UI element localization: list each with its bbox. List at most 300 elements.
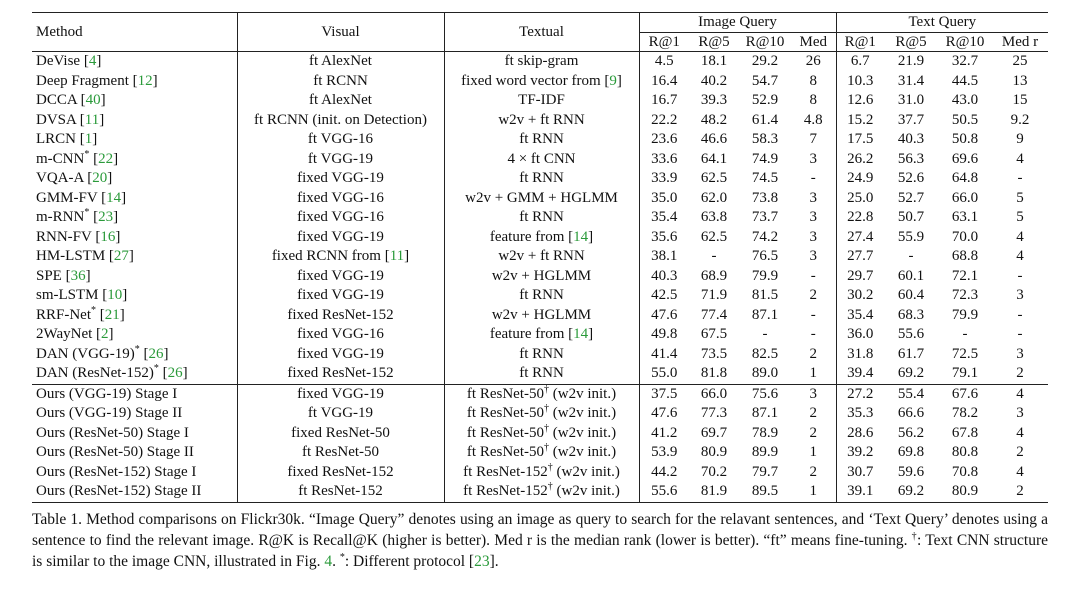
method-cell: DAN (VGG-19)* [26]: [32, 345, 237, 365]
image-query-r5-cell: 48.2: [700, 111, 728, 128]
image-query-r1-cell: 44.2: [651, 463, 678, 480]
text-query-r5-cell: 69.8: [897, 444, 925, 460]
text-query-r1-cell: 27.4: [847, 228, 874, 245]
table-row: [32, 150, 1048, 170]
textual-suffix: (w2v init.): [549, 405, 617, 421]
method-name: Ours (ResNet-50) Stage I: [36, 424, 189, 441]
caption-text-5: ].: [489, 552, 499, 570]
table-row: [32, 325, 1048, 345]
text-query-r5-cell: 52.7: [897, 189, 925, 206]
table-row: [32, 424, 1048, 444]
image-query-r1-cell: 35.4: [651, 209, 678, 225]
table-row: [32, 306, 1048, 326]
method-cell: HM-LSTM [27]: [32, 247, 237, 267]
method-cell: LRCN [1]: [32, 130, 237, 150]
image-query-r1-cell: 40.3: [651, 267, 678, 284]
text-query-r1-cell: 17.5: [847, 131, 874, 147]
textual-cell: [444, 345, 639, 365]
image-query-r5-cell: 70.2: [700, 463, 728, 480]
visual-citation-link[interactable]: 11: [389, 248, 405, 264]
textual-cell: [444, 247, 639, 267]
textual-cell: [444, 52, 639, 72]
visual-text: ft VGG-19: [307, 405, 374, 421]
method-citation-link[interactable]: 11: [84, 111, 100, 128]
image-query-r5-cell: 81.9: [689, 482, 739, 502]
table-row: [32, 130, 1048, 150]
textual-text: ft skip-gram: [504, 53, 579, 69]
textual-text: ft ResNet-50: [466, 444, 544, 460]
text-query-r10-cell: 80.8: [951, 444, 979, 460]
text-query-r1-cell: 39.1: [836, 482, 884, 502]
textual-dagger: †: [547, 482, 553, 492]
text-query-r1-cell: 36.0: [847, 326, 874, 342]
visual-text: fixed VGG-19: [297, 228, 384, 245]
visual-cell: [237, 306, 444, 326]
text-query-r5-cell: 61.7: [897, 345, 925, 362]
image-query-r10-cell: 89.0: [751, 365, 779, 381]
text-query-r10-cell: 79.1: [951, 365, 979, 381]
visual-cell: [237, 228, 444, 248]
image-query-r10-cell: 74.2: [751, 228, 779, 245]
text-query-med-cell: -: [1017, 326, 1023, 342]
image-query-r5-cell: 73.5: [700, 345, 728, 362]
image-query-r10-cell: 54.7: [751, 72, 779, 89]
image-query-r5-cell: -: [711, 248, 717, 264]
method-citation-link[interactable]: 27: [113, 248, 129, 264]
text-query-r1-cell: 26.2: [847, 150, 874, 167]
image-query-r5-cell: 18.1: [700, 53, 728, 69]
text-query-r1-cell: 30.2: [847, 287, 874, 303]
visual-text: fixed VGG-19: [297, 170, 384, 186]
image-query-r10-cell: 74.9: [751, 150, 779, 167]
image-query-r5-cell: 46.6: [700, 131, 728, 147]
table-row: [32, 443, 1048, 463]
text-query-r1-cell: 31.8: [847, 345, 874, 362]
textual-suffix: (w2v init.): [552, 483, 620, 499]
visual-cell: [237, 482, 444, 502]
image-query-r5-cell: 69.7: [700, 424, 728, 441]
textual-text: w2v + HGLMM: [491, 306, 592, 323]
table-row: [32, 91, 1048, 111]
textual-cell: [444, 443, 639, 463]
textual-cell: [444, 482, 639, 502]
image-query-r1-cell: 22.2: [651, 111, 678, 128]
visual-cell: [237, 345, 444, 365]
image-query-med-cell: 4.8: [791, 111, 836, 131]
image-query-med-cell: 3: [791, 150, 836, 170]
method-cell: VQA-A [20]: [32, 169, 237, 189]
method-star: *: [91, 305, 97, 316]
caption-citation-link[interactable]: 23: [474, 552, 490, 570]
visual-text: fixed VGG-19: [297, 345, 384, 362]
text-query-med-cell: 9.2: [1010, 111, 1030, 128]
text-query-r10-cell: 68.8: [951, 248, 979, 264]
image-query-r10-cell: 29.2: [751, 53, 779, 69]
text-query-r1-cell: 24.9: [847, 170, 874, 186]
text-query-med-cell: -: [1017, 267, 1023, 284]
textual-cell: [444, 150, 639, 170]
text-query-r10-cell: 72.5: [951, 345, 979, 362]
image-query-r5-cell: 62.5: [700, 170, 728, 186]
table-header: [32, 13, 1048, 52]
caption-text-2: : Text CNN structure is similar to the image CNN, illustrated in Fig.: [32, 531, 1049, 570]
method-name: DAN (VGG-19): [36, 345, 135, 362]
textual-text: ft RNN: [519, 209, 564, 225]
visual-cell: [237, 267, 444, 287]
image-query-r5-cell: 68.9: [700, 267, 728, 284]
caption-text-4: : Different protocol [: [344, 552, 475, 570]
header-text-query: Text Query: [836, 13, 1048, 33]
table-row: [32, 208, 1048, 228]
visual-cell: [237, 169, 444, 189]
image-query-r1-cell: 47.6: [651, 405, 678, 421]
method-name: SPE: [36, 267, 62, 284]
method-citation-link[interactable]: 26: [148, 345, 164, 362]
textual-text: ft RNN: [519, 131, 564, 147]
text-query-med-cell: 25: [1012, 53, 1028, 69]
image-query-r1-cell: 4.5: [654, 53, 674, 69]
text-query-r1-cell: 28.6: [847, 424, 874, 441]
method-name: Ours (ResNet-50) Stage II: [36, 444, 194, 460]
visual-cell: [237, 130, 444, 150]
visual-text: fixed VGG-19: [297, 287, 384, 303]
image-query-r10-cell: 58.3: [751, 131, 779, 147]
method-cell: DeVise [4]: [32, 52, 237, 72]
text-query-med-cell: 3: [1016, 405, 1024, 421]
subheader-iq-r10: R@10: [739, 33, 791, 52]
method-cell: DCCA [40]: [32, 91, 237, 111]
visual-text: ft VGG-19: [307, 150, 374, 167]
text-query-r10-cell: 67.6: [938, 384, 992, 404]
text-query-med-cell: 4: [1016, 424, 1024, 441]
textual-text: w2v + GMM + HGLMM: [465, 189, 618, 206]
caption-star: *: [339, 551, 345, 563]
image-query-r10-cell: 73.7: [751, 209, 779, 225]
table-caption: [32, 509, 1048, 572]
image-query-med-cell: -: [791, 169, 836, 189]
table-row: [32, 169, 1048, 189]
text-query-r10-cell: 63.1: [951, 209, 979, 225]
image-query-r10-cell: 89.9: [751, 444, 779, 460]
image-query-r5-cell: 63.8: [700, 209, 728, 225]
textual-suffix: (w2v init.): [549, 385, 617, 402]
visual-text: fixed VGG-19: [297, 385, 384, 402]
method-citation-link[interactable]: 4: [88, 53, 97, 69]
text-query-r1-cell: 35.3: [847, 405, 874, 421]
image-query-r1-cell: 41.2: [651, 424, 678, 441]
method-star: *: [134, 344, 140, 355]
text-query-r5-cell: 56.3: [897, 150, 925, 167]
method-citation-link[interactable]: 14: [106, 189, 122, 206]
method-citation-link[interactable]: 1: [84, 131, 93, 147]
image-query-r10-cell: 74.5: [751, 170, 779, 186]
method-citation-link[interactable]: 26: [167, 365, 183, 381]
caption-dagger: †: [911, 530, 918, 542]
image-query-r1-cell: 33.9: [651, 170, 678, 186]
text-query-r10-cell: 69.6: [951, 150, 979, 167]
image-query-med-cell: -: [791, 325, 836, 345]
table-row: [32, 286, 1048, 306]
visual-text: fixed VGG-16: [297, 189, 384, 206]
text-query-r5-cell: 55.9: [897, 228, 925, 245]
text-query-r10-cell: 32.7: [951, 53, 979, 69]
visual-cell: [237, 91, 444, 111]
text-query-med-cell: 2: [1016, 365, 1024, 381]
image-query-r10-cell: 79.7: [751, 463, 779, 480]
image-query-r5-cell: 80.9: [700, 444, 728, 460]
textual-cell: [444, 91, 639, 111]
method-name: m-RNN: [36, 209, 85, 225]
text-query-r10-cell: 72.1: [951, 267, 979, 284]
image-query-med-cell: 8: [791, 91, 836, 111]
subheader-iq-med: Med: [791, 33, 836, 52]
method-citation-link[interactable]: 2: [101, 326, 109, 342]
image-query-r5-cell: 81.8: [700, 365, 728, 381]
method-name: Ours (VGG-19) Stage II: [36, 405, 183, 421]
image-query-med-cell: 2: [791, 404, 836, 424]
image-query-r5-cell: 77.3: [700, 405, 728, 421]
textual-citation-link[interactable]: 14: [573, 228, 589, 245]
textual-text: w2v + HGLMM: [491, 267, 592, 284]
text-query-med-cell: 15: [1012, 92, 1028, 108]
textual-dagger: †: [544, 404, 549, 414]
text-query-r10-cell: 64.8: [951, 170, 979, 186]
image-query-med-cell: 2: [791, 345, 836, 365]
text-query-r1-cell: 10.3: [847, 72, 874, 89]
text-query-r1-cell: 22.8: [847, 209, 874, 225]
method-citation-link[interactable]: 36: [70, 267, 86, 284]
method-cell: 2WayNet [2]: [32, 325, 237, 345]
method-name: HM-LSTM: [36, 248, 106, 264]
method-citation-link[interactable]: 20: [92, 170, 108, 186]
image-query-r5-cell: 64.1: [700, 150, 728, 167]
method-name: VQA-A: [36, 170, 84, 186]
table-row: [32, 384, 1048, 404]
visual-cell: [237, 364, 444, 384]
text-query-r5-cell: 50.7: [897, 209, 925, 225]
method-cell: [32, 404, 237, 424]
visual-text: ft ResNet-152: [298, 483, 383, 499]
method-citation-link[interactable]: 22: [98, 150, 114, 167]
method-name: LRCN: [36, 131, 77, 147]
visual-text: fixed ResNet-152: [287, 306, 394, 323]
image-query-r1-cell: 35.6: [651, 228, 678, 245]
header-visual: Visual: [237, 13, 444, 52]
textual-text: w2v + ft RNN: [498, 111, 585, 128]
textual-cell: [444, 384, 639, 404]
text-query-r1-cell: 12.6: [847, 92, 874, 108]
text-query-r10-cell: 67.8: [951, 424, 979, 441]
text-query-r5-cell: 60.4: [897, 287, 925, 303]
text-query-med-cell: 4: [1016, 150, 1024, 167]
image-query-r5-cell: 77.4: [700, 306, 728, 323]
method-cell: GMM-FV [14]: [32, 189, 237, 209]
method-cell: DAN (ResNet-152)* [26]: [32, 364, 237, 384]
text-query-med-cell: 5: [1016, 189, 1024, 206]
text-query-med-cell: 4: [1016, 248, 1024, 264]
text-query-r5-cell: 52.6: [897, 170, 925, 186]
table-row: [32, 111, 1048, 131]
text-query-r1-cell: 30.7: [847, 463, 874, 480]
visual-text: ft VGG-16: [307, 131, 374, 147]
image-query-med-cell: 2: [791, 463, 836, 483]
textual-suffix: (w2v init.): [549, 424, 617, 441]
table-row: [32, 482, 1048, 502]
text-query-r1-cell: 29.7: [847, 267, 874, 284]
textual-dagger: †: [544, 384, 549, 395]
subheader-tq-med: Med r: [992, 33, 1048, 52]
textual-cell: [444, 364, 639, 384]
text-query-med-cell: 5: [1016, 209, 1024, 225]
visual-text: ft AlexNet: [309, 92, 372, 108]
text-query-r5-cell: 31.4: [897, 72, 925, 89]
table-row: [32, 364, 1048, 384]
image-query-r1-cell: 23.6: [651, 131, 678, 147]
method-star: *: [84, 208, 90, 218]
image-query-r1-cell: 53.9: [651, 444, 678, 460]
visual-text: ft RCNN: [313, 72, 368, 89]
textual-citation-link[interactable]: 14: [573, 326, 589, 342]
textual-citation-link[interactable]: 9: [609, 72, 617, 89]
textual-suffix: (w2v init.): [552, 463, 620, 480]
text-query-med-cell: 4: [1016, 463, 1024, 480]
image-query-r10-cell: 81.5: [751, 287, 779, 303]
image-query-r1-cell: 38.1: [651, 248, 678, 264]
textual-cell: feature from [14]: [444, 228, 639, 248]
text-query-r1-cell: 27.7: [847, 248, 874, 264]
text-query-r10-cell: 70.8: [951, 463, 979, 480]
text-query-med-cell: 2: [992, 482, 1048, 502]
text-query-r10-cell: 50.8: [951, 131, 979, 147]
image-query-med-cell: 7: [791, 130, 836, 150]
image-query-med-cell: 2: [791, 286, 836, 306]
image-query-r10-cell: 89.5: [739, 482, 791, 502]
method-name: sm-LSTM: [36, 287, 99, 303]
text-query-med-cell: 3: [1016, 287, 1024, 303]
method-name: RRF-Net: [36, 306, 92, 323]
visual-text: fixed ResNet-152: [287, 463, 394, 480]
caption-figure-link[interactable]: 4: [324, 552, 333, 570]
textual-text: ft ResNet-50: [466, 385, 544, 402]
image-query-r10-cell: 78.9: [751, 424, 779, 441]
textual-text: ft RNN: [519, 287, 564, 303]
method-cell: SPE [36]: [32, 267, 237, 287]
text-query-med-cell: -: [1017, 170, 1023, 186]
visual-text: fixed VGG-19: [297, 267, 384, 284]
textual-cell: [444, 306, 639, 326]
textual-text: fixed word vector from: [461, 72, 601, 89]
text-query-r5-cell: 56.2: [897, 424, 925, 441]
image-query-med-cell: 8: [791, 72, 836, 92]
image-query-r1-cell: 55.6: [639, 482, 689, 502]
image-query-med-cell: 1: [791, 443, 836, 463]
text-query-r10-cell: 78.2: [951, 405, 979, 421]
method-citation-link[interactable]: 40: [85, 92, 101, 108]
visual-text: ft RCNN (init. on Detection): [254, 111, 427, 128]
table-row: [32, 267, 1048, 287]
image-query-r10-cell: 73.8: [751, 189, 779, 206]
method-citation-link[interactable]: 10: [107, 287, 123, 303]
method-cell: [32, 424, 237, 444]
method-name: Ours (ResNet-152) Stage II: [36, 483, 202, 499]
header-image-query: Image Query: [639, 13, 836, 33]
method-name: DVSA: [36, 111, 77, 128]
textual-cell: [444, 404, 639, 424]
visual-text: fixed ResNet-50: [291, 424, 390, 441]
method-cell: [32, 482, 237, 502]
visual-text: ft ResNet-50: [301, 444, 380, 460]
text-query-r1-cell: 39.2: [847, 444, 874, 460]
text-query-r5-cell: 21.9: [897, 53, 925, 69]
text-query-med-cell: 13: [1012, 72, 1028, 89]
method-star: *: [153, 364, 159, 374]
image-query-r1-cell: 16.7: [651, 92, 678, 108]
text-query-r10-cell: 50.5: [951, 111, 979, 128]
image-query-r5-cell: 71.9: [700, 287, 728, 303]
table-row: [32, 72, 1048, 92]
textual-cell: [444, 130, 639, 150]
subheader-iq-r5: R@5: [689, 33, 739, 52]
textual-text: 4 × ft CNN: [507, 150, 576, 167]
method-name: DCCA: [36, 92, 77, 108]
visual-cell: [237, 384, 444, 404]
text-query-med-cell: 9: [1016, 131, 1024, 147]
visual-text: fixed VGG-16: [297, 326, 384, 342]
text-query-r5-cell: 55.6: [897, 326, 925, 342]
textual-cell: [444, 463, 639, 483]
textual-text: ft RNN: [519, 365, 564, 381]
visual-cell: [237, 189, 444, 209]
visual-cell: [237, 72, 444, 92]
subheader-tq-r10: R@10: [938, 33, 992, 52]
visual-cell: [237, 52, 444, 72]
image-query-r10-cell: 75.6: [739, 384, 791, 404]
method-cell: m-RNN* [23]: [32, 208, 237, 228]
text-query-r5-cell: 69.2: [884, 482, 938, 502]
method-citation-link[interactable]: 23: [98, 209, 114, 225]
textual-text: ft ResNet-50: [466, 424, 544, 441]
method-citation-link[interactable]: 16: [100, 228, 116, 245]
textual-cell: [444, 189, 639, 209]
method-citation-link[interactable]: 21: [104, 306, 120, 323]
image-query-med-cell: -: [791, 306, 836, 326]
method-cell: DVSA [11]: [32, 111, 237, 131]
method-citation-link[interactable]: 12: [137, 72, 153, 89]
image-query-r10-cell: 61.4: [751, 111, 779, 128]
visual-cell: [237, 150, 444, 170]
method-name: Ours (VGG-19) Stage I: [36, 385, 178, 402]
image-query-r1-cell: 55.0: [651, 365, 678, 381]
caption-text-1: Table 1. Method comparisons on Flickr30k. “Image Query” denotes using an image as query to search for the relavant sentences, and ‘Text Query’ denotes using a sentence to find the relevant image. R@K is Recall@K (higher is better). Med r is the median rank (lower is better). “ft” means fine-tuning.: [32, 510, 1048, 549]
table-row: [32, 189, 1048, 209]
method-name: Deep Fragment: [36, 72, 129, 89]
image-query-r1-cell: 41.4: [651, 345, 678, 362]
table-body: [32, 52, 1048, 503]
image-query-r10-cell: 82.5: [751, 345, 779, 362]
image-query-r1-cell: 37.5: [639, 384, 689, 404]
image-query-r10-cell: 76.5: [751, 248, 779, 264]
text-query-med-cell: 4: [992, 384, 1048, 404]
text-query-r5-cell: 66.6: [897, 405, 925, 421]
text-query-r5-cell: 69.2: [897, 365, 925, 381]
textual-text: w2v + ft RNN: [498, 248, 585, 264]
method-cell: [32, 384, 237, 404]
method-name: 2WayNet: [36, 326, 93, 342]
text-query-r10-cell: 43.0: [951, 92, 979, 108]
text-query-r10-cell: 79.9: [951, 306, 979, 323]
text-query-r1-cell: 6.7: [850, 53, 870, 69]
image-query-med-cell: 3: [791, 189, 836, 209]
